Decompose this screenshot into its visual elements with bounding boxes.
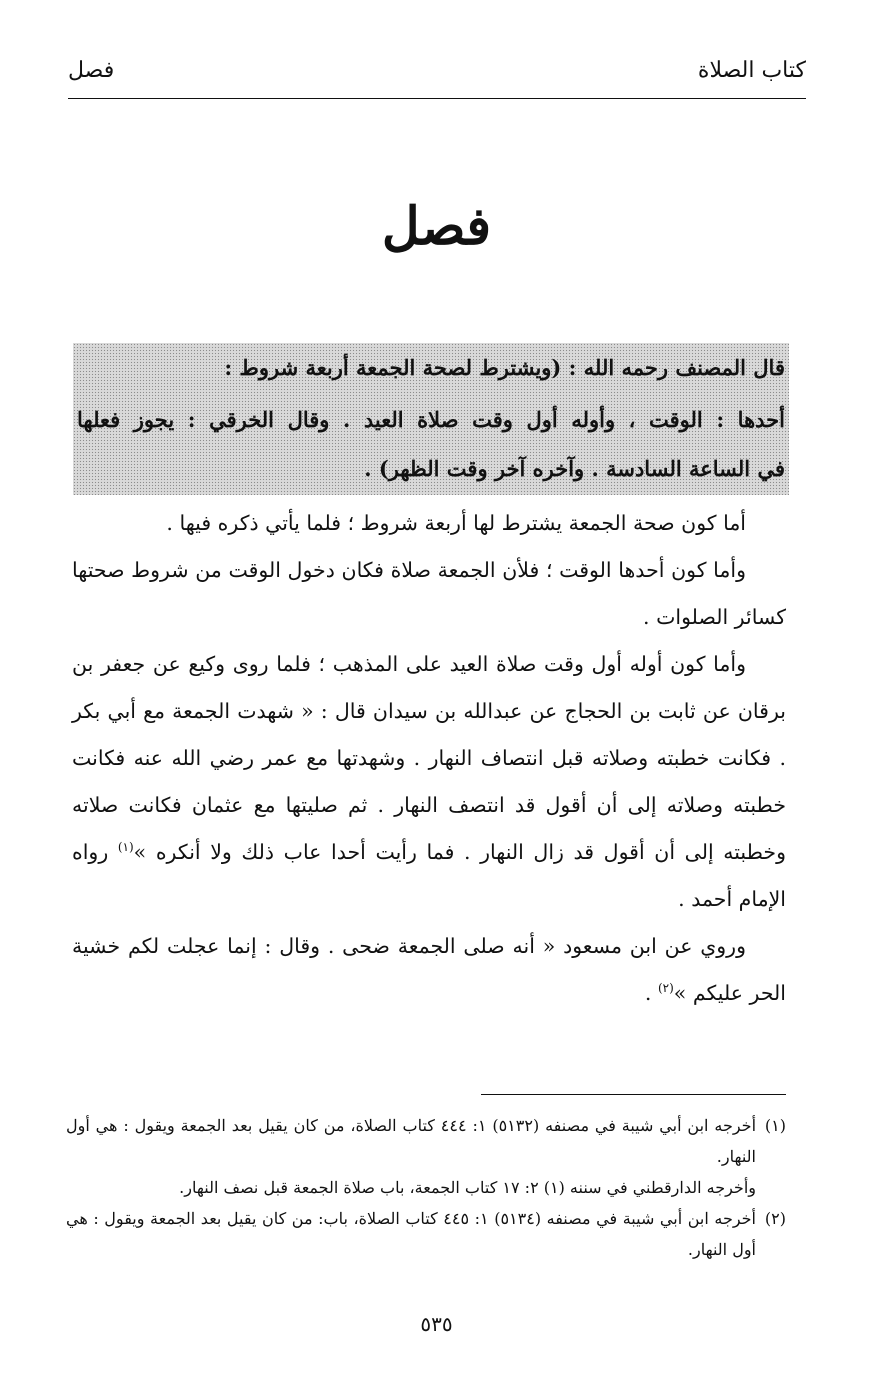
footnotes xyxy=(66,1110,786,1265)
paragraph-1-text: أما كون صحة الجمعة يشترط لها أربعة شروط ؛ فلما يأتي ذكره فيها . xyxy=(166,511,746,535)
footnote-2-number: (٢) xyxy=(764,1209,786,1228)
paragraph-4-text: وروي عن ابن مسعود « أنه صلى الجمعة ضحى . وقال : إنما عجلت لكم خشية الحر عليكم » xyxy=(72,934,786,1005)
paragraph-2-text: وأما كون أحدها الوقت ؛ فلأن الجمعة صلاة فكان دخول الوقت من شروط صحتها كسائر الصلوات . xyxy=(72,558,786,629)
footnote-separator xyxy=(481,1094,786,1095)
matn-line-3: في الساعة السادسة . وآخره آخر وقت الظهر) . xyxy=(364,456,785,481)
section-label: فصل xyxy=(68,58,115,83)
paragraph-4-tail: . xyxy=(644,981,658,1005)
footnote-ref-2[interactable]: (٢) xyxy=(657,981,674,996)
paragraph-3-tail: رواه الإمام أحمد . xyxy=(72,840,786,911)
chapter-title: فصل xyxy=(381,196,492,257)
paragraph-2 xyxy=(72,547,786,641)
footnote-2 xyxy=(66,1203,786,1265)
footnote-ref-1[interactable]: (١) xyxy=(117,840,134,855)
paragraph-1 xyxy=(72,500,786,547)
matn-line-2: أحدها : الوقت ، وأوله أول وقت صلاة العيد . وقال الخرقي : يجوز فعلها xyxy=(77,407,785,432)
matn-line-1: قال المصنف رحمه الله : (ويشترط لصحة الجمعة أربعة شروط : xyxy=(224,355,785,380)
paragraph-4 xyxy=(72,923,786,1017)
paragraph-3-text: وأما كون أوله أول وقت صلاة العيد على المذهب ؛ فلما روى وكيع عن جعفر بن برقان عن ثابت بن الحجاج عن عبدالله بن سيدان قال : « شهدت الجمعة مع أبي بكر . فكانت خطبته وصلاته قبل انتصاف النهار . وشهدتها مع عمر رضي الله عنه فكانت خطبته وصلاته إلى أن أقول قد انتصف النهار . ثم صليتها مع عثمان فكانت صلاته وخطبته إلى أن أقول قد زال النهار . فما رأيت أحدا عاب ذلك ولا أنكره » xyxy=(72,652,786,864)
book-title: كتاب الصلاة xyxy=(697,58,806,83)
footnote-1 xyxy=(66,1110,786,1172)
footnote-1-extra: وأخرجه الدارقطني في سننه (١) ٢: ١٧ كتاب الجمعة، باب صلاة الجمعة قبل نصف النهار. xyxy=(179,1178,756,1197)
footnote-1-number: (١) xyxy=(764,1116,786,1135)
paragraph-3 xyxy=(72,641,786,923)
running-header xyxy=(68,52,806,99)
page-number: ٥٣٥ xyxy=(420,1312,453,1336)
matn-box xyxy=(73,343,789,495)
commentary-body xyxy=(72,500,786,1017)
footnote-1-text: أخرجه ابن أبي شيبة في مصنفه (٥١٣٢) ١: ٤٤٤ كتاب الصلاة، من كان يقيل بعد الجمعة ويقول : هي أول النهار. xyxy=(66,1116,757,1166)
footnote-2-text: أخرجه ابن أبي شيبة في مصنفه (٥١٣٤) ١: ٤٤٥ كتاب الصلاة، باب: من كان يقيل بعد الجمعة ويقول : هي أول النهار. xyxy=(66,1209,756,1259)
